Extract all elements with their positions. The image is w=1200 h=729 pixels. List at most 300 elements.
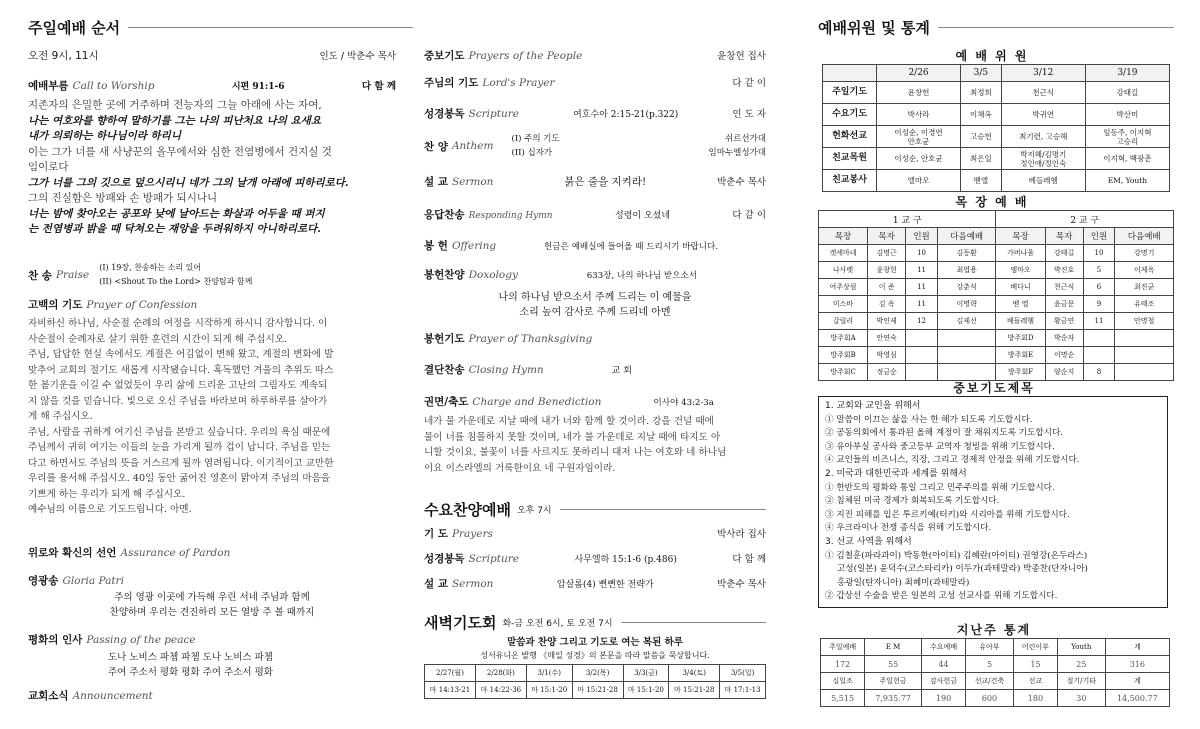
wed-scripture-row — [424, 551, 766, 566]
cell-header-cell: 목자 — [1045, 228, 1083, 245]
stats-header-cell: 어린이부 — [1013, 639, 1057, 656]
gloria-row — [28, 573, 396, 588]
cell-value: 5 — [1083, 262, 1115, 279]
wed-scripture-en: Scripture — [468, 553, 519, 565]
confession-line: 지 않을 것을 믿습니다. 빛으로 오신 주님을 바라보며 하루하루를 살아가 — [28, 395, 328, 407]
cell-header-cell: 인원 — [1083, 228, 1115, 245]
announcement-row — [28, 688, 396, 703]
service-leader: 인도 / 박춘수 목사 — [319, 51, 396, 62]
charge-ref: 이사야 43:2-3a — [653, 398, 714, 408]
stats-value-cell: 55 — [865, 656, 922, 673]
responsive-reading — [28, 98, 396, 238]
people-en: Prayers of the People — [468, 50, 583, 62]
cell-value: 정금순 — [868, 364, 906, 381]
praise-line-2: (II) <Shout To the Lord> 찬양팀과 함께 — [99, 277, 253, 286]
pardon-label: 위로와 확신의 선언 — [28, 547, 117, 559]
committee-name-cell: 천근식 — [1001, 82, 1085, 104]
cell-value — [906, 347, 938, 364]
reading-line: 그가 너를 그의 깃으로 덮으시리니 네가 그의 날개 아래에 피하리로다. — [28, 176, 349, 189]
cell-value: 윤창헌 — [868, 262, 906, 279]
confession-prayer-text — [28, 316, 396, 518]
reading-line: 는 전염병과 밝을 때 닥쳐오는 재앙을 두려워하지 아니하리로다. — [28, 223, 321, 235]
confession-line: 예수님의 이름으로 기도드립니다. 아멘. — [28, 504, 192, 515]
reading-line: 임이로다 — [28, 161, 69, 173]
announcement-label: 교회소식 — [28, 690, 69, 702]
cell-row — [819, 313, 1174, 330]
stats-value-cell: 25 — [1058, 656, 1106, 673]
cell-value: 이 준 — [868, 279, 906, 296]
confession-line: 우리를 용서해 주십시오. 40일 동안 굶어진 영혼이 맑아져 주님의 마음을 — [28, 473, 331, 484]
confession-line: 자비하신 하나님, 사순절 순례의 여정을 시작하게 하시니 감사합니다. 이 — [28, 318, 328, 329]
committee-stats-title: 예배위원 및 통계 — [818, 19, 930, 37]
cell-value: 11 — [906, 296, 938, 313]
cell-value: 안명철 — [1115, 313, 1174, 330]
committee-name-cell: 이성순, 안호균 — [877, 148, 961, 170]
wed-scripture-label: 성경봉독 — [424, 553, 465, 565]
cell-row — [819, 347, 1174, 364]
stats-header-cell: 계 — [1105, 639, 1169, 656]
cell-row — [819, 364, 1174, 381]
committee-table — [822, 64, 1170, 192]
cell-value: 강태길 — [1045, 245, 1083, 262]
wed-sermon-who: 박춘수 목사 — [717, 579, 766, 590]
committee-name-cell: 이지혁, 백광춘 — [1085, 148, 1169, 170]
lords-label: 주님의 기도 — [424, 77, 479, 89]
anthem-row — [424, 132, 766, 160]
dawn-title: 새벽기도회 — [424, 614, 497, 632]
committee-role-cell: 주일기도 — [823, 82, 877, 104]
praise-row — [28, 261, 396, 289]
praise-label: 찬 송 — [28, 269, 52, 282]
cell-value: 유태조 — [1115, 296, 1174, 313]
cell-value: 천근식 — [1045, 279, 1083, 296]
sermon-en: Sermon — [451, 176, 494, 188]
confession-line: 게 해 주십시오. — [28, 411, 93, 422]
confession-line: 한 봄기운을 이길 수 없었듯이 우리 삶에 드리운 고난의 그림자도 계속되 — [28, 380, 328, 391]
doxology-row — [424, 267, 766, 282]
stats-header-cell: 감사헌금 — [921, 673, 965, 690]
section-title-sunday-worship — [28, 17, 413, 38]
peace-label: 평화의 인사 — [28, 634, 83, 646]
benediction-line: 니할 것이요, 불꽃이 너를 사르지도 못하리니 대저 나는 여호와 네 하나님 — [424, 447, 727, 458]
service-time: 오전 9시, 11시 — [28, 50, 99, 62]
stats-header-cell: 주일헌금 — [865, 673, 922, 690]
cell-value: 나사렛 — [819, 262, 868, 279]
wednesday-title: 수요찬양예배 — [424, 501, 511, 519]
peace-row — [28, 632, 396, 647]
thanksgiving-row — [424, 331, 766, 346]
prayer-item: ① 한반도의 평화와 통일 그리고 민주주의를 위해 기도합시다. — [825, 482, 1055, 493]
cell-value: 8 — [1083, 364, 1115, 381]
cell-value — [906, 364, 938, 381]
cell-value — [906, 330, 938, 347]
scripture-label: 성경봉독 — [424, 108, 465, 120]
stats-value-cell: 600 — [966, 690, 1014, 707]
responding-hymn-row — [424, 207, 766, 222]
praise-line-1: (I) 19장, 찬송하는 소리 있어 — [99, 263, 202, 272]
cell-value: 6 — [1083, 279, 1115, 296]
sunday-worship-title: 주일예배 순서 — [28, 19, 121, 37]
cell-header-cell: 목장 — [996, 228, 1045, 245]
prayer-heading: 1. 교회와 교인을 위해서 — [825, 401, 921, 411]
cell-value: 베다니 — [996, 279, 1045, 296]
response-who: 다 같 이 — [732, 210, 766, 221]
cell-value — [1083, 347, 1115, 364]
closing-en: Closing Hymn — [468, 364, 544, 376]
call-en: Call to Worship — [72, 80, 155, 92]
stats-value-row — [821, 690, 1170, 707]
anthem-line-2: (II) 십자가 — [511, 148, 553, 158]
prayers-of-people-row — [424, 48, 766, 63]
people-who: 윤창헌 집사 — [717, 51, 766, 62]
doxology-title: 633장, 나의 하나님 받으소서 — [586, 271, 698, 281]
cell-value: 방주회B — [819, 347, 868, 364]
cell-group-2: 2 교 구 — [996, 211, 1174, 228]
cell-header-row — [819, 228, 1174, 245]
gloria-lyric-1: 주의 영광 이곳에 가득해 우린 서네 주님과 함께 — [114, 592, 310, 603]
prayer-item: ④ 교인들의 비즈니스, 직장, 그리고 경제적 안정을 위해 기도합시다. — [825, 455, 1080, 466]
call-to-worship-row — [28, 78, 396, 93]
committee-header-cell: 3/12 — [1001, 65, 1085, 82]
stats-value-cell: 44 — [921, 656, 965, 673]
cell-value — [1083, 330, 1115, 347]
stats-value-cell: 15 — [1013, 656, 1057, 673]
stats-value-cell: 190 — [921, 690, 965, 707]
prayer-item: 홍광일(탄자니아) 최혜미(과테말라) — [837, 577, 970, 588]
reading-line: 지존자의 은밀한 곳에 거주하며 전능자의 그늘 아래에 사는 자여, — [28, 99, 322, 111]
confession-line: 주님, 답답한 현실 속에서도 계절은 어김없이 변해 왔고, 계절의 변화에 발 — [28, 349, 334, 360]
wed-scripture-ref: 사무엘하 15:1-6 (p.486) — [574, 555, 677, 565]
committee-header-cell: 2/26 — [877, 65, 961, 82]
benediction-text — [424, 414, 766, 476]
cell-value: 윤금문 — [1045, 296, 1083, 313]
dawn-subtitle — [424, 634, 766, 661]
anthem-label: 찬 양 — [424, 140, 448, 153]
stats-header-cell: 계 — [1105, 673, 1169, 690]
benediction-row — [424, 394, 766, 409]
wed-prayer-row — [424, 526, 766, 541]
anthem-choir-2: 임마누엘성가대 — [708, 148, 766, 158]
dawn-time: 화-금 오전 6시, 토 오전 7시 — [502, 619, 613, 629]
stats-value-cell: 172 — [821, 656, 865, 673]
wed-sermon-label: 설 교 — [424, 578, 448, 590]
peace-lyric-1: 도나 노비스 파쳄 파쳄 도나 노비스 파쳄 — [108, 652, 273, 663]
doxology-lyric-2: 소리 높여 감사로 주께 드리네 아멘 — [519, 307, 671, 318]
dawn-date-cell: 3/4(토) — [669, 665, 720, 682]
committee-name-cell: 벧엘 — [961, 170, 1002, 192]
committee-name-cell: 고승헌 — [961, 126, 1002, 148]
stats-value-cell: 30 — [1058, 690, 1106, 707]
cell-value: 김제선 — [937, 313, 996, 330]
cell-row — [819, 262, 1174, 279]
prayer-item: ② 갑상선 수술을 받은 일본의 고성 선교사를 위해 기도합시다. — [825, 591, 1058, 602]
sermon-row — [424, 174, 766, 189]
stats-header-cell: Youth — [1058, 639, 1106, 656]
lords-who: 다 같 이 — [732, 78, 766, 89]
committee-name-cell: 박지혜/김명기 정인애/정인숙 — [1001, 148, 1085, 170]
confession-line: 기쁘게 하는 우리가 되게 해 주십시오. — [28, 488, 186, 500]
dawn-schedule-table — [424, 664, 766, 699]
cell-value: 베들레헴 — [996, 313, 1045, 330]
charge-label: 권면/축도 — [424, 396, 469, 408]
announcement-en: Announcement — [72, 690, 153, 702]
dawn-ref-cell: 마 14:13-21 — [425, 682, 476, 699]
cell-value — [1115, 330, 1174, 347]
cell-value: 강명기 — [1115, 245, 1174, 262]
stats-header-cell: 선교 — [1013, 673, 1057, 690]
cell-value: 박영심 — [868, 347, 906, 364]
offering-en: Offering — [451, 240, 497, 252]
offering-label: 봉 헌 — [424, 240, 448, 252]
committee-name-cell: 박사라 — [877, 104, 961, 126]
last-week-stats-title: 지난주 통계 — [956, 623, 1032, 637]
prayer-item: ② 침체된 미국 경제가 회복되도록 기도합시다. — [825, 496, 1000, 507]
prayer-requests-title: 중보기도제목 — [953, 381, 1035, 395]
cell-row — [819, 330, 1174, 347]
committee-role-cell: 친교목원 — [823, 148, 877, 170]
dawn-date-cell: 2/27(월) — [425, 665, 476, 682]
cell-value: 방주회F — [996, 364, 1045, 381]
stats-header-cell: 수요예배 — [921, 639, 965, 656]
scripture-ref: 여호수아 2:15-21(p.322) — [573, 110, 679, 120]
cell-worship-title: 목 장 예 배 — [955, 195, 1029, 209]
reading-line: 이는 그가 너를 새 사냥꾼의 올무에서와 심한 전염병에서 건지실 것 — [28, 145, 332, 158]
cell-value: 박순자 — [1045, 330, 1083, 347]
stats-value-cell: 316 — [1105, 656, 1169, 673]
dawn-ref-cell: 마 15:1-20 — [623, 682, 669, 699]
last-week-stats-table — [820, 638, 1170, 707]
wednesday-time: 오후 7시 — [516, 506, 552, 516]
cell-value: 겟세마네 — [819, 245, 868, 262]
prayer-item: ① 말씀이 이끄는 삶을 사는 한 해가 되도록 기도합시다. — [825, 414, 1033, 425]
committee-name-cell: 이채옥 — [961, 104, 1002, 126]
cell-value: 벧 엘 — [996, 296, 1045, 313]
cell-value: 최엽용 — [937, 262, 996, 279]
cell-header-cell: 목장 — [819, 228, 868, 245]
pardon-row — [28, 545, 396, 560]
cell-value: 11 — [906, 279, 938, 296]
dawn-ref-cell: 마 14:22-36 — [475, 682, 526, 699]
anthem-line-1: (I) 주의 기도 — [511, 134, 560, 144]
cell-value: 이명순 — [1045, 347, 1083, 364]
reading-line: 그의 진실함은 방패와 손 방패가 되시나니 — [28, 192, 218, 204]
cell-value: 강춘식 — [937, 279, 996, 296]
confession-label: 고백의 기도 — [28, 299, 83, 311]
lords-prayer-row — [424, 75, 766, 90]
cell-header-cell: 다음예배 — [937, 228, 996, 245]
committee-role-cell: 수요기도 — [823, 104, 877, 126]
peace-lyrics — [108, 650, 396, 680]
cell-value: 12 — [906, 313, 938, 330]
prayer-item: ④ 우크라이나 전쟁 종식을 위해 기도합시다. — [825, 523, 992, 534]
wed-prayer-label: 기 도 — [424, 528, 448, 540]
cell-value: 안연숙 — [868, 330, 906, 347]
anthem-en: Anthem — [451, 140, 494, 152]
cell-value: 방주회D — [996, 330, 1045, 347]
charge-en: Charge and Benediction — [472, 396, 602, 408]
cell-row — [819, 279, 1174, 296]
dawn-date-cell: 3/1(수) — [526, 665, 572, 682]
stats-header-cell: 십일조 — [821, 673, 865, 690]
confession-row — [28, 297, 396, 312]
dawn-date-cell: 3/5(일) — [720, 665, 766, 682]
stats-value-cell: 180 — [1013, 690, 1057, 707]
cell-value: 김 옥 — [868, 296, 906, 313]
committee-role-cell: 친교봉사 — [823, 170, 877, 192]
committee-name-cell: 임동주, 이지혁 고승리 — [1085, 126, 1169, 148]
response-title: 성령이 오셨네 — [615, 211, 671, 221]
reading-line: 내가 의뢰하는 하나님이라 하리니 — [28, 130, 181, 142]
cell-row — [819, 296, 1174, 313]
cell-header-cell: 다음예배 — [1115, 228, 1174, 245]
prayer-item: ③ 지진 피해를 입은 투르키예(터키)와 시리아를 위해 기도합시다. — [825, 509, 1070, 520]
call-ref: 시편 91:1-6 — [231, 82, 285, 92]
wed-sermon-en: Sermon — [451, 578, 494, 590]
committee-name-cell: 이성순, 이경연 안호균 — [877, 126, 961, 148]
cell-value — [1115, 364, 1174, 381]
dawn-ref-cell: 마 15:21-28 — [572, 682, 623, 699]
gloria-lyric-2: 찬양하며 우리는 견진하리 모든 열방 주 볼 때까지 — [109, 607, 315, 618]
cell-value: 김동환 — [937, 245, 996, 262]
committee-row — [823, 82, 1170, 104]
response-label: 응답찬송 — [424, 209, 465, 221]
wed-sermon-title: 압살롬(4) 뻔뻔한 전략가 — [556, 580, 654, 590]
closing-title: 교 회 — [611, 366, 632, 376]
committee-name-cell: EM, Youth — [1085, 170, 1169, 192]
committee-table-title: 예 배 위 원 — [955, 49, 1029, 63]
prayer-requests-box — [818, 396, 1168, 608]
dawn-subtitle-1: 말씀과 찬양 그리고 기도로 여는 복된 하루 — [507, 637, 683, 648]
anthem-choir-1: 쉬르선가대 — [724, 134, 766, 144]
cell-value: 9 — [1083, 296, 1115, 313]
cell-value: 가버나움 — [996, 245, 1045, 262]
dawn-ref-cell: 마 15:1-20 — [526, 682, 572, 699]
lords-en: Lord's Prayer — [482, 77, 555, 89]
stats-header-row — [821, 673, 1170, 690]
praise-en: Praise — [55, 269, 90, 281]
thanks-en: Prayer of Thanksgiving — [468, 333, 593, 345]
cell-value: 방주회A — [819, 330, 868, 347]
benediction-line: 물이 너를 침몰하지 못할 것이며, 네가 불 가운데로 지날 때에 타지도 아 — [424, 431, 721, 443]
cell-value: 이명략 — [937, 296, 996, 313]
cell-group-1: 1 교 구 — [819, 211, 996, 228]
committee-name-cell: 박산미 — [1085, 104, 1169, 126]
cell-header-cell: 인원 — [906, 228, 938, 245]
benediction-line: 이요 이스라엘의 거룩한이요 네 구원자임이라. — [424, 462, 616, 474]
cell-value: 양순지 — [1045, 364, 1083, 381]
cell-value: 여주상림 — [819, 279, 868, 296]
dawn-date-cell: 3/3(금) — [623, 665, 669, 682]
thanks-label: 봉헌기도 — [424, 333, 465, 345]
response-en: Responding Hymn — [468, 211, 553, 221]
cell-row — [819, 245, 1174, 262]
benediction-line: 네가 물 가운데로 지날 때에 내가 너와 함께 할 것이라. 강을 건널 때에 — [424, 416, 714, 427]
dawn-subtitle-2: 성서유니온 발행 《매일 성경》의 본문을 따라 말씀을 묵상합니다. — [480, 651, 710, 660]
confession-line: 다고 하면서도 주님의 뜻을 거스르게 될까 염려됩니다. 이기적이고 교만한 — [28, 457, 334, 469]
section-title-dawn — [424, 612, 766, 633]
wed-prayer-who: 박사라 집사 — [717, 529, 766, 540]
stats-header-cell: 선교/건축 — [966, 673, 1014, 690]
committee-name-cell: 박귀연 — [1001, 104, 1085, 126]
cell-value: 엠마오 — [996, 262, 1045, 279]
stats-value-cell: 5 — [966, 656, 1014, 673]
closing-hymn-row — [424, 362, 766, 377]
doxology-en: Doxology — [468, 269, 518, 281]
dawn-ref-cell: 마 17:1-13 — [720, 682, 766, 699]
wed-scripture-who: 다 함 께 — [732, 554, 766, 565]
cell-value — [937, 364, 996, 381]
gloria-en: Gloria Patri — [62, 575, 124, 587]
cell-value: 박진호 — [1045, 262, 1083, 279]
cell-value: 갈릴리 — [819, 313, 868, 330]
offering-row — [424, 238, 766, 253]
committee-header-cell: 3/5 — [961, 65, 1002, 82]
prayer-item: ① 김철훈(파라과이) 박동한(아이티) 김혜란(아이티) 권영강(온두라스) — [825, 550, 1088, 561]
cell-worship-table — [818, 210, 1174, 381]
doxology-label: 봉헌찬양 — [424, 269, 465, 281]
gloria-lyrics — [28, 590, 396, 620]
dawn-ref-cell: 마 15:21-28 — [669, 682, 720, 699]
doxology-lyrics — [424, 290, 766, 320]
committee-row — [823, 148, 1170, 170]
stats-header-cell: E M — [865, 639, 922, 656]
call-label: 예배부름 — [28, 80, 69, 92]
confession-line: 주님, 사람을 귀하게 여기신 주님을 본받고 싶습니다. 우리의 욕심 때문에 — [28, 426, 331, 438]
call-who: 다 함 께 — [361, 81, 396, 92]
people-label: 중보기도 — [424, 50, 465, 62]
prayer-heading: 3. 선교 사역을 위해서 — [825, 536, 912, 547]
committee-header-row — [823, 65, 1170, 82]
committee-row — [823, 104, 1170, 126]
cell-value: 11 — [1083, 313, 1115, 330]
stats-value-cell: 5,515 — [821, 690, 865, 707]
committee-header-cell — [823, 65, 877, 82]
cell-value: 10 — [1083, 245, 1115, 262]
dawn-date-cell: 2/28(화) — [475, 665, 526, 682]
stats-header-row — [821, 639, 1170, 656]
scripture-en: Scripture — [468, 108, 519, 120]
confession-en: Prayer of Confession — [86, 299, 198, 311]
committee-name-cell: 최정희 — [961, 82, 1002, 104]
cell-value: 이제옥 — [1115, 262, 1174, 279]
cell-value — [937, 330, 996, 347]
section-title-wednesday — [424, 499, 766, 520]
prayer-heading: 2. 미국과 대한민국과 세계를 위해서 — [825, 468, 967, 479]
prayer-item: ② 공동의회에서 통과된 올해 계정이 잘 채워지도록 기도합시다. — [825, 428, 1063, 439]
wed-prayer-en: Prayers — [451, 528, 493, 540]
peace-lyric-2: 주여 주소서 평화 평화 주여 주소서 평화 — [108, 667, 273, 678]
cell-value — [1115, 347, 1174, 364]
committee-row — [823, 170, 1170, 192]
sermon-label: 설 교 — [424, 176, 448, 188]
committee-name-cell: 베들레헴 — [1001, 170, 1085, 192]
committee-name-cell: 최은일 — [961, 148, 1002, 170]
committee-name-cell: 엘마오 — [877, 170, 961, 192]
gloria-label: 영광송 — [28, 575, 59, 587]
section-title-committee — [818, 17, 1174, 38]
cell-value: 10 — [906, 245, 938, 262]
cell-value: 박인제 — [868, 313, 906, 330]
confession-line: 사순절이 순례자로 살기 위한 훈련의 시간이 되게 해 주십시오. — [28, 333, 288, 345]
wed-sermon-row — [424, 576, 766, 591]
cell-value: 최진균 — [1115, 279, 1174, 296]
stats-header-cell: 절기/기타 — [1058, 673, 1106, 690]
cell-value: 미스바 — [819, 296, 868, 313]
stats-value-cell: 14,500.77 — [1105, 690, 1169, 707]
cell-value — [937, 347, 996, 364]
peace-en: Passing of the peace — [86, 634, 196, 646]
stats-header-cell: 주일예배 — [821, 639, 865, 656]
